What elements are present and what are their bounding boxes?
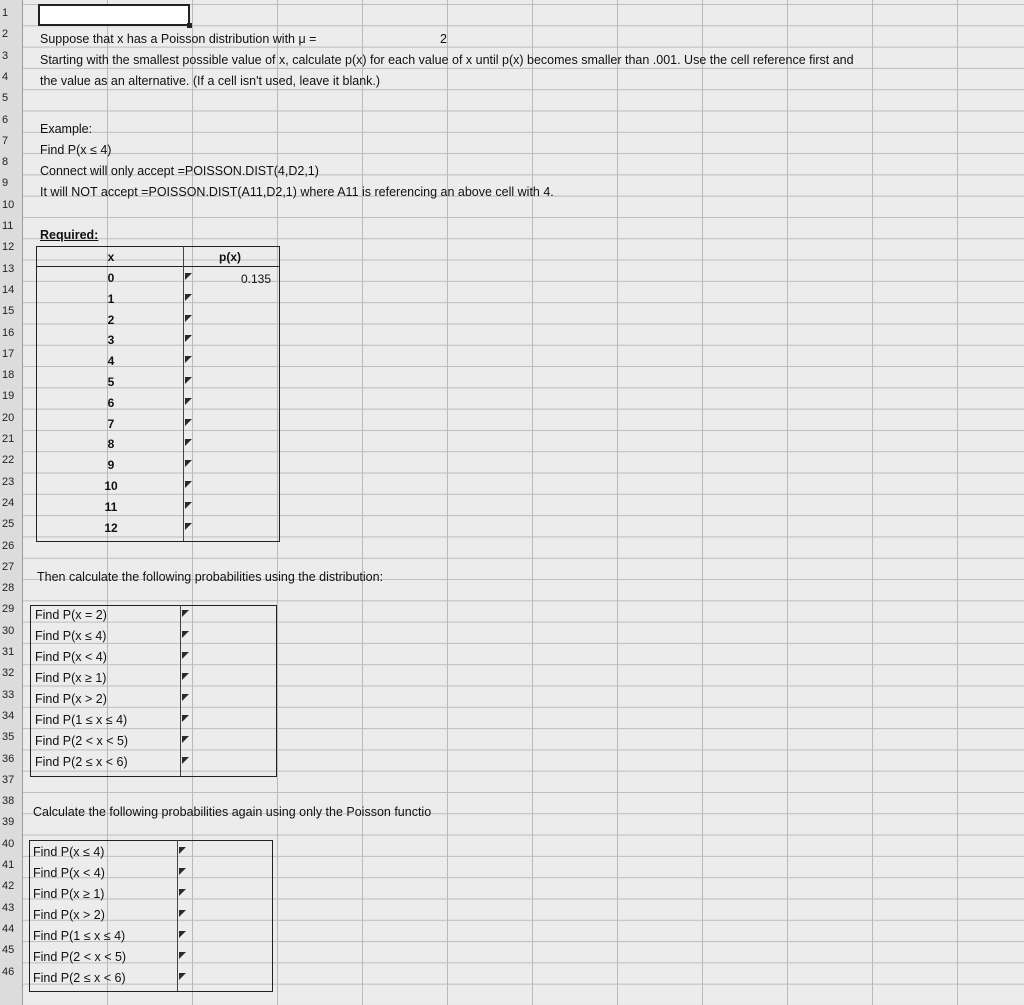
- comment-indicator: [185, 439, 192, 446]
- x-value-cell[interactable]: 9: [107, 458, 115, 473]
- row-number[interactable]: 16: [2, 326, 15, 339]
- row-number[interactable]: 13: [2, 262, 15, 275]
- pmf-column-divider: [183, 246, 184, 541]
- probability-question: Find P(x = 2): [35, 608, 107, 622]
- poisson-question: Find P(x ≤ 4): [33, 845, 105, 859]
- x-value-cell[interactable]: 1: [107, 291, 115, 306]
- poisson-column-divider: [177, 840, 178, 991]
- row-number[interactable]: 45: [2, 944, 15, 957]
- row-number[interactable]: 9: [2, 177, 9, 190]
- poisson-question: Find P(x > 2): [33, 908, 105, 922]
- row-number[interactable]: 3: [2, 49, 9, 62]
- row-number[interactable]: 12: [2, 241, 15, 254]
- row-number[interactable]: 26: [2, 539, 15, 552]
- row-number[interactable]: 4: [2, 70, 9, 83]
- x-value-cell[interactable]: 6: [107, 395, 115, 410]
- comment-indicator: [185, 315, 192, 322]
- row-number[interactable]: 7: [2, 134, 9, 147]
- row-number[interactable]: 39: [2, 816, 15, 829]
- required-label: Required:: [40, 228, 99, 242]
- comment-indicator: [185, 460, 192, 467]
- row-number[interactable]: 20: [2, 411, 15, 424]
- row-number[interactable]: 2: [2, 28, 9, 41]
- comment-indicator: [179, 847, 186, 854]
- pmf-table: [36, 246, 280, 542]
- row-number[interactable]: 14: [2, 283, 15, 296]
- row-number[interactable]: 8: [2, 156, 9, 169]
- row-number[interactable]: 40: [2, 837, 15, 850]
- probability-question: Find P(x < 4): [35, 650, 107, 664]
- x-value-cell[interactable]: 5: [107, 375, 115, 389]
- row-number[interactable]: 5: [2, 92, 9, 105]
- probability-question: Find P(x ≤ 4): [35, 629, 107, 643]
- fill-handle[interactable]: [187, 23, 192, 28]
- row-number[interactable]: 23: [2, 475, 15, 488]
- col-header-px: p(x): [219, 250, 241, 264]
- comment-indicator: [182, 610, 189, 617]
- example-accept: Connect will only accept =POISSON.DIST(4,D2,1): [40, 164, 319, 178]
- x-value-cell[interactable]: 10: [104, 479, 118, 493]
- x-value-cell[interactable]: 8: [107, 437, 115, 452]
- poisson-question: Find P(2 < x < 5): [33, 950, 127, 964]
- probability-question: Find P(2 < x < 5): [35, 734, 129, 748]
- comment-indicator: [182, 631, 189, 638]
- comment-indicator: [179, 973, 186, 980]
- section2-label: Then calculate the following probabilities using the distribution:: [37, 570, 384, 584]
- row-number[interactable]: 36: [2, 752, 15, 765]
- comment-indicator: [179, 952, 186, 959]
- pmf-header-divider: [36, 266, 280, 267]
- x-value-cell[interactable]: 11: [104, 499, 118, 514]
- probability-question: Find P(2 ≤ x < 6): [35, 755, 128, 769]
- row-number[interactable]: 38: [2, 795, 15, 808]
- comment-indicator: [182, 736, 189, 743]
- poisson-question: Find P(x < 4): [33, 866, 105, 880]
- comment-indicator: [182, 694, 189, 701]
- row-number[interactable]: 27: [2, 560, 15, 573]
- probability-question: Find P(1 ≤ x ≤ 4): [35, 713, 128, 727]
- row-number[interactable]: 41: [2, 859, 15, 871]
- poisson-question: Find P(1 ≤ x ≤ 4): [33, 929, 126, 943]
- row-number[interactable]: 32: [2, 667, 15, 680]
- problem-statement-line2: Starting with the smallest possible value of x, calculate p(x) for each value of x until p(x) becomes smaller than .001. Use the cell reference first and: [40, 53, 854, 67]
- row-number[interactable]: 25: [2, 518, 15, 531]
- problem-statement-line1: Suppose that x has a Poisson distribution with μ =: [40, 32, 317, 46]
- row-number[interactable]: 21: [2, 433, 15, 445]
- row-number[interactable]: 31: [2, 646, 15, 658]
- comment-indicator: [179, 868, 186, 875]
- x-value-cell[interactable]: 0: [107, 271, 115, 285]
- x-value-cell[interactable]: 3: [107, 333, 115, 348]
- comment-indicator: [185, 419, 192, 426]
- row-number[interactable]: 15: [2, 305, 15, 318]
- x-value-cell[interactable]: 12: [104, 520, 118, 535]
- comment-indicator: [179, 931, 186, 938]
- mu-value-cell[interactable]: 2: [440, 32, 447, 46]
- row-number[interactable]: 44: [2, 922, 15, 935]
- poisson-question: Find P(2 ≤ x < 6): [33, 971, 126, 985]
- row-number[interactable]: 6: [2, 113, 9, 126]
- problem-statement-line3: the value as an alternative. (If a cell isn't used, leave it blank.): [40, 74, 381, 88]
- row-number[interactable]: 10: [2, 198, 15, 211]
- row-number[interactable]: 42: [2, 880, 15, 893]
- comment-indicator: [179, 889, 186, 896]
- row-number[interactable]: 29: [2, 603, 15, 616]
- comment-indicator: [182, 757, 189, 764]
- comment-indicator: [185, 335, 192, 342]
- comment-indicator: [182, 673, 189, 680]
- row-number[interactable]: 46: [2, 965, 15, 978]
- comment-indicator: [185, 502, 192, 509]
- example-label: Example:: [40, 122, 93, 136]
- row-number[interactable]: 24: [2, 496, 15, 509]
- row-number[interactable]: 34: [2, 709, 15, 722]
- comment-indicator: [185, 398, 192, 405]
- row-number[interactable]: 37: [2, 773, 15, 786]
- active-cell-selection[interactable]: [38, 4, 190, 26]
- row-number[interactable]: 43: [2, 901, 15, 914]
- comment-indicator: [185, 377, 192, 384]
- row-number[interactable]: 28: [2, 582, 15, 595]
- prob-column-divider: [180, 605, 181, 776]
- section3-label: Calculate the following probabilities again using only the Poisson functio: [33, 805, 432, 819]
- row-number[interactable]: 18: [2, 369, 15, 382]
- comment-indicator: [182, 652, 189, 659]
- comment-indicator: [185, 481, 192, 488]
- row-number[interactable]: 35: [2, 731, 15, 744]
- probability-question: Find P(x ≥ 1): [35, 671, 107, 685]
- x-value-cell[interactable]: 4: [107, 354, 115, 369]
- row-number[interactable]: 17: [2, 347, 15, 360]
- example-not-accept: It will NOT accept =POISSON.DIST(A11,D2,1) where A11 is referencing an above cell with 4.: [40, 185, 554, 199]
- row-number[interactable]: 1: [2, 7, 9, 19]
- x-value-cell[interactable]: 7: [107, 416, 115, 431]
- row-number[interactable]: 22: [2, 454, 15, 467]
- row-number[interactable]: 11: [2, 220, 14, 232]
- comment-indicator: [185, 273, 192, 280]
- example-find: Find P(x ≤ 4): [40, 143, 112, 157]
- row-number[interactable]: 19: [2, 390, 15, 403]
- px-cell-0[interactable]: 0.135: [241, 272, 272, 286]
- probability-question: Find P(x > 2): [35, 692, 107, 706]
- comment-indicator: [185, 356, 192, 363]
- comment-indicator: [185, 523, 192, 530]
- row-number[interactable]: 33: [2, 688, 15, 701]
- comment-indicator: [179, 910, 186, 917]
- comment-indicator: [185, 294, 192, 301]
- row-number[interactable]: 30: [2, 624, 15, 637]
- comment-indicator: [182, 715, 189, 722]
- poisson-question: Find P(x ≥ 1): [33, 887, 105, 901]
- x-value-cell[interactable]: 2: [107, 312, 115, 327]
- col-header-x: x: [107, 250, 115, 264]
